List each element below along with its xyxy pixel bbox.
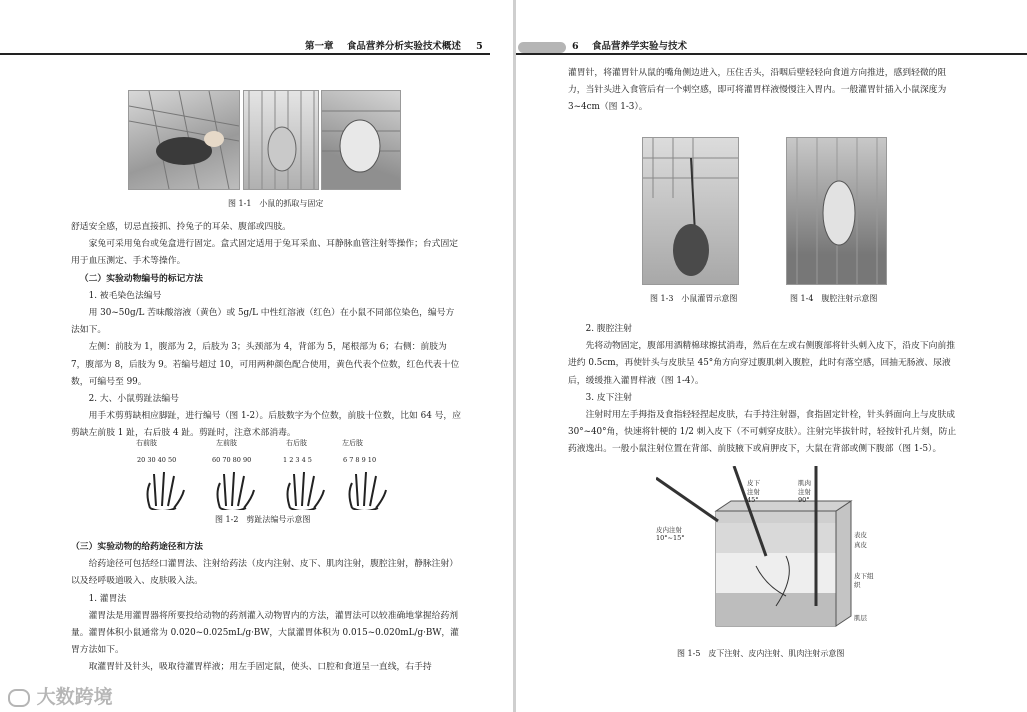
watermark-icon [8,689,30,707]
watermark-text: 大数跨境 [36,686,113,708]
header-tab-shape [518,42,566,53]
paw-icons [140,468,400,510]
subsection-heading: 1. 被毛染色法编号 [88,290,162,301]
paragraph: 舒适安全感，切忌直接抓、拎兔子的耳朵、腹部或四肢。 [71,222,291,232]
subsection-heading: 2. 腹腔注射 [585,324,632,334]
label-subcut: 皮下注射 45° [747,479,760,504]
paragraph: 灌胃针，将灌胃针从鼠的嘴角侧边进入，压住舌头，沿咽后壁轻轻向食道方向推进，感到轻微的阻力，当针头进入食管后有一个刺空感，即可将灌胃样液慢慢注入胃内。一般灌胃针插入小鼠深度为 3~4cm（图 1-3）。 [568,68,947,113]
mouse-grab-photo-1 [128,90,240,190]
paw-label: 右前肢 [136,439,157,447]
label-dermis: 真皮 [854,541,867,549]
mouse-grab-photo-3 [321,90,401,190]
fig1-4-caption: 图 1-4 腹腔注射示意图 [790,294,878,303]
fig1-2-caption: 图 1-2 剪趾法编号示意图 [215,515,311,524]
mouse-grab-photo-2 [243,90,319,190]
section-heading: （二）实验动物编号的标记方法 [79,273,203,284]
gavage-photo [642,137,739,285]
paragraph: 取灌胃针及针头，吸取待灌胃样液；用左手固定鼠，使头、口腔和食道呈一直线，右手持 [88,662,432,673]
right-text-block-1 [568,65,960,117]
paragraph: 左侧：前肢为 1，腹部为 2，后肢为 3；头颈部为 4，背部为 5，尾根部为 6；右侧：前肢为 7，腹部为 8，后肢为 9。若编号超过 10，可用两种颜色配合使用，黄色代表个位数，红色代表十位数，可编号至 99。 [71,342,460,387]
section-heading: （三）实验动物的给药途径和方法 [71,542,203,552]
paragraph: 用手术剪剪缺相应脚趾，进行编号（图 1-2）。后肢数字为个位数，前肢十位数，比如 64 号，应剪缺左前肢 1 趾，右后肢 4 趾。剪趾时，注意术部消毒。 [71,411,462,439]
paw-label: 右后肢 [286,439,307,447]
fig1-1-caption: 图 1-1 小鼠的抓取与固定 [228,199,324,208]
paragraph: 给药途径可包括经口灌胃法、注射给药法（皮内注射、皮下、肌肉注射，腹腔注射，静脉注射）以及经呼吸道吸入、皮肤吸入法。 [71,559,459,587]
paw-numbers: 1 2 3 4 5 [283,456,312,464]
subsection-heading: 2. 大、小鼠剪趾法编号 [88,394,179,405]
header-rule [516,53,1027,55]
right-header [572,38,687,52]
label-intramuscular: 肌肉注射 90° [798,479,811,504]
label-muscle: 肌层 [854,614,867,622]
paw-numbers: 20 30 40 50 [137,456,177,464]
left-header [305,38,483,52]
chapter-title: 食品营养分析实验技术概述 [346,41,461,52]
label-intradermal: 皮内注射 10°~15° [656,526,685,542]
paw-label: 左后肢 [342,439,363,447]
paragraph: 灌胃法是用灌胃器将所要投给动物的药剂灌入动物胃内的方法，灌胃法可以较准确地掌握给药剂量。灌胃体积小鼠通常为 0.020~0.025mL/g·BW，大鼠灌胃体积为 0.015~0.020mL/g·BW，灌胃方法如下。 [71,610,459,656]
paragraph: 用 30~50g/L 苦味酸溶液（黄色）或 5g/L 中性红溶液（红色）在小鼠不同部位染色，编号方法如下。 [71,308,455,336]
header-rule [0,53,490,55]
paw-label: 左前肢 [216,439,237,447]
label-subcutaneous: 皮下组织 [854,572,874,589]
paw-numbers: 60 70 80 90 [212,456,252,464]
paw-numbers: 6 7 8 9 10 [343,456,377,464]
subsection-heading: 3. 皮下注射 [585,392,632,403]
page-number: 6 [572,41,579,52]
chapter-label: 第一章 [305,41,334,52]
fig1-3-caption: 图 1-3 小鼠灌胃示意图 [650,294,738,303]
watermark-logo [8,682,113,709]
left-text-block-2 [71,539,463,677]
right-text-block-2 [568,321,960,459]
right-page [516,0,1027,712]
paragraph: 家兔可采用兔台或兔盒进行固定。盒式固定适用于兔耳采血、耳静脉血管注射等操作；台式固定用于血压测定、手术等操作。 [71,239,459,267]
fig1-5-caption: 图 1-5 皮下注射、皮内注射、肌肉注射示意图 [677,649,845,658]
left-text-block-1 [71,219,463,443]
paragraph: 先将动物固定，腹部用酒精棉球擦拭消毒，然后在左或右侧腹部将针头刺入皮下，沿皮下向前推进约 0.5cm，再使针头与皮肤呈 45°角方向穿过腹肌刺入腹腔，此时有落空感，回抽无肠液、尿液后，缓缓推入灌胃样液（图 1-4）。 [568,341,956,386]
intraperitoneal-photo [786,137,887,285]
page-number: 5 [476,41,483,52]
subsection-heading: 1. 灌胃法 [88,593,127,604]
paragraph: 注射时用左手拇指及食指轻轻捏起皮肤，右手持注射器，食指固定针栓，针头斜面向上与皮肤成 30°~40°角，快速将针梗的 1/2 刺入皮下（不可刺穿皮肤）。注射完毕拔针时，轻按针孔片刻，防止药液逸出。一般小鼠注射位置在背部、前肢腋下或肩胛皮下，大鼠在背部或侧下腹部（图 1-5）。 [568,410,957,455]
left-page [0,0,513,712]
book-title: 食品营养学实验与技术 [591,41,687,52]
label-epidermis: 表皮 [854,531,867,539]
